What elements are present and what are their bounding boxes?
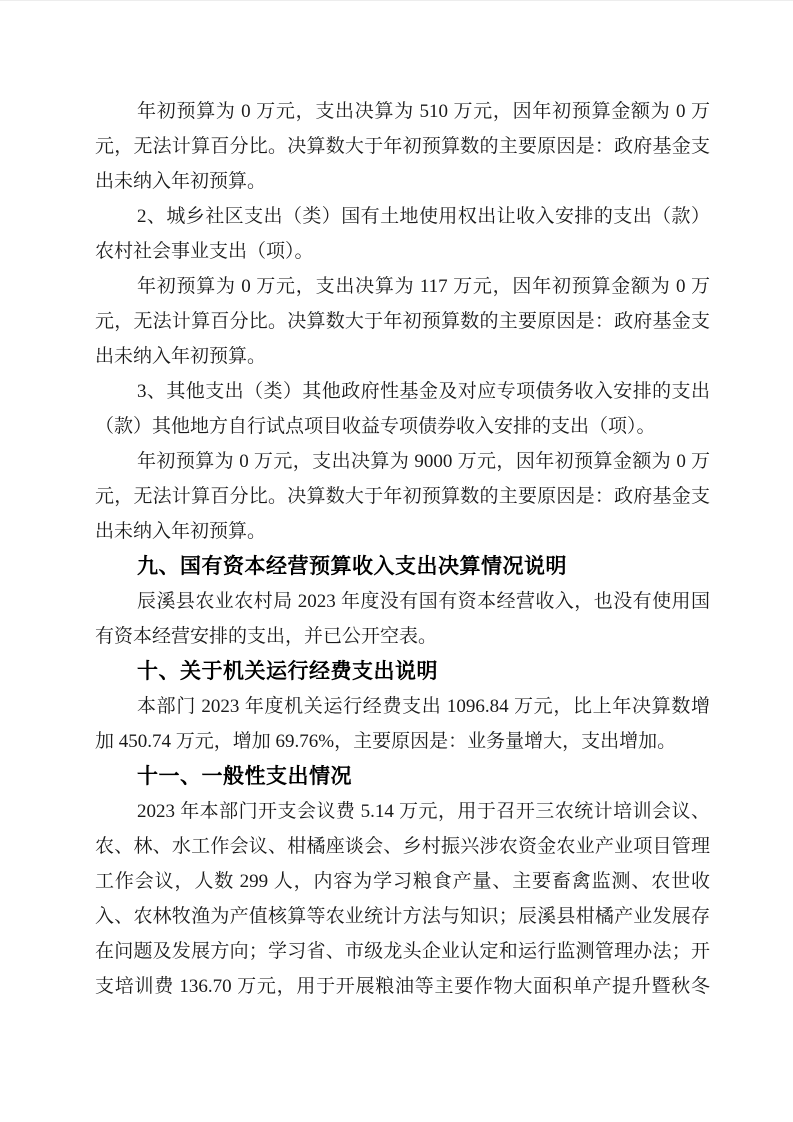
section-heading-9: 九、国有资本经营预算收入支出决算情况说明 [137, 555, 567, 578]
text-line: （款）其他地方自行试点项目收益专项债券收入安排的支出（项）。 [95, 416, 656, 437]
paragraph [95, 444, 710, 549]
text-line: 出未纳入年初预算。 [95, 521, 267, 542]
paragraph [95, 199, 710, 269]
text-line: 2、城乡社区支出（类）国有土地使用权出让收入安排的支出（款） [137, 206, 710, 227]
paragraph [95, 269, 710, 374]
text-line: 年初预算为 0 万元，支出决算为 117 万元，因年初预算金额为 0 万 [137, 276, 710, 297]
text-line: 元，无法计算百分比。决算数大于年初预算数的主要原因是：政府基金支 [95, 311, 710, 332]
text-line: 加 450.74 万元，增加 69.76%，主要原因是：业务量增大，支出增加。 [95, 731, 677, 752]
section-heading-11: 十一、一般性支出情况 [137, 765, 352, 788]
text-line: 农村社会事业支出（项）。 [95, 241, 314, 262]
text-line: 年初预算为 0 万元，支出决算为 9000 万元，因年初预算金额为 0 万 [137, 451, 710, 472]
text-line: 农、林、水工作会议、柑橘座谈会、乡村振兴涉农资金农业产业项目管理 [95, 836, 710, 857]
text-line: 工作会议，人数 299 人，内容为学习粮食产量、主要畜禽监测、农世收 [95, 871, 710, 892]
text-line: 有资本经营安排的支出，并已公开空表。 [95, 626, 438, 647]
text-line: 元，无法计算百分比。决算数大于年初预算数的主要原因是：政府基金支 [95, 486, 710, 507]
paragraph [95, 374, 710, 444]
text-line: 辰溪县农业农村局 2023 年度没有国有资本经营收入，也没有使用国 [137, 591, 710, 612]
section-heading-10: 十、关于机关运行经费支出说明 [137, 660, 438, 683]
text-line: 年初预算为 0 万元，支出决算为 510 万元，因年初预算金额为 0 万 [137, 101, 710, 122]
paragraph [95, 794, 710, 1004]
text-line: 本部门 2023 年度机关运行经费支出 1096.84 万元，比上年决算数增 [137, 696, 710, 717]
text-line: 元，无法计算百分比。决算数大于年初预算数的主要原因是：政府基金支 [95, 136, 710, 157]
text-line: 3、其他支出（类）其他政府性基金及对应专项债务收入安排的支出 [137, 381, 710, 402]
text-line: 入、农林牧渔为产值核算等农业统计方法与知识；辰溪县柑橘产业发展存 [95, 906, 710, 927]
text-line: 在问题及发展方向；学习省、市级龙头企业认定和运行监测管理办法；开 [95, 941, 710, 962]
text-line: 支培训费 136.70 万元，用于开展粮油等主要作物大面积单产提升暨秋冬 [95, 976, 710, 997]
paragraph [95, 689, 710, 759]
paragraph [95, 94, 710, 199]
text-line: 出未纳入年初预算。 [95, 171, 267, 192]
paragraph [95, 584, 710, 654]
document-content [95, 94, 710, 1004]
text-line: 出未纳入年初预算。 [95, 346, 267, 367]
text-line: 2023 年本部门开支会议费 5.14 万元，用于召开三农统计培训会议、 [137, 801, 710, 822]
